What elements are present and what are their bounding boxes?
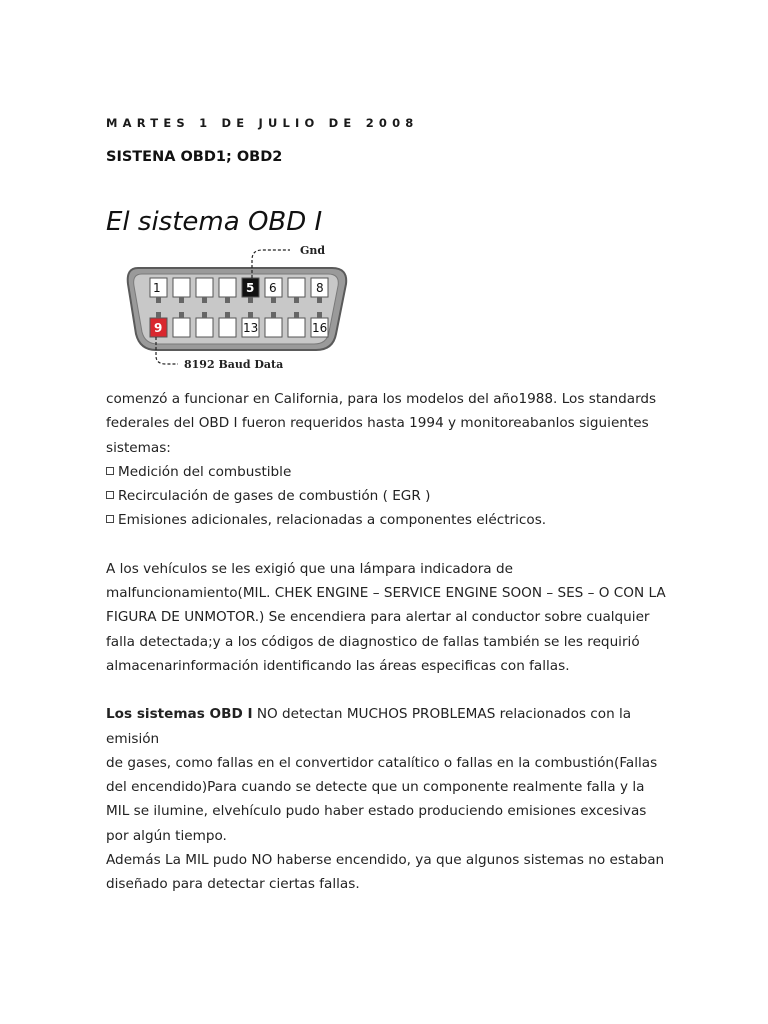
obd1-connector-diagram: [120, 238, 360, 374]
bullet-item: [106, 508, 666, 532]
bullet-item: [106, 460, 666, 484]
bullet-item: [106, 484, 666, 508]
paragraph-line: diseñado para detectar ciertas fallas.: [106, 876, 360, 893]
paragraph-text: NO detectan MUCHOS PROBLEMAS relacionados con la emisión: [106, 706, 632, 747]
pin-label: 6: [269, 281, 277, 295]
paragraph-line: almacenarinformación identificando las áreas especificas con fallas.: [106, 657, 570, 674]
pin-label: 9: [154, 321, 163, 335]
bullet-box-icon: [106, 467, 114, 475]
paragraph-line: de gases, como fallas en el convertidor catalítico o fallas en la combustión(Fallas: [106, 754, 658, 771]
paragraph-line: falla detectada;y a los códigos de diagnostico de fallas también se les requirió: [106, 633, 640, 650]
paragraph-line: [106, 702, 666, 751]
paragraph-line: A los vehículos se les exigió que una lámpara indicadora de: [106, 560, 513, 577]
bullet-text: Recirculación de gases de combustión ( EGR ): [118, 488, 431, 505]
main-heading: El sistema OBD I: [106, 207, 323, 237]
paragraph-line: MIL se ilumine, elvehículo pudo haber estado produciendo emisiones excesivas: [106, 803, 647, 820]
intro-line: sistemas:: [106, 439, 171, 456]
bullet-box-icon: [106, 491, 114, 499]
pin-label: 5: [246, 281, 255, 295]
paragraph-line: por algún tiempo.: [106, 827, 227, 844]
pin-label: 8: [316, 281, 324, 295]
bullet-text: Emisiones adicionales, relacionadas a componentes eléctricos.: [118, 512, 547, 529]
bullet-box-icon: [106, 515, 114, 523]
pin-label: 16: [312, 321, 328, 335]
baud-label: 8192 Baud Data: [184, 358, 284, 371]
article-body: [106, 387, 666, 897]
bullet-text: Medición del combustible: [118, 463, 292, 480]
paragraph-line: FIGURA DE UNMOTOR.) Se encendiera para alertar al conductor sobre cualquier: [106, 609, 650, 626]
post-date: MARTES 1 DE JULIO DE 2008: [106, 116, 419, 130]
paragraph-line: Además La MIL pudo NO haberse encendido, ya que algunos sistemas no estaban: [106, 852, 665, 869]
intro-line: comenzó a funcionar en California, para los modelos del año1988. Los standards: [106, 391, 657, 407]
paragraph-line: malfuncionamiento(MIL. CHEK ENGINE – SERVICE ENGINE SOON – SES – O CON LA: [106, 585, 666, 602]
gnd-label: Gnd: [300, 244, 326, 257]
paragraph-line: del encendido)Para cuando se detecte que un componente realmente falla y la: [106, 779, 645, 796]
pin-label: 13: [243, 321, 259, 335]
intro-line: federales del OBD I fueron requeridos hasta 1994 y monitoreabanlos siguientes: [106, 415, 649, 432]
pin-label: 1: [153, 281, 161, 295]
post-title[interactable]: SISTENA OBD1; OBD2: [106, 149, 283, 165]
bold-lead: Los sistemas OBD I: [106, 706, 253, 723]
